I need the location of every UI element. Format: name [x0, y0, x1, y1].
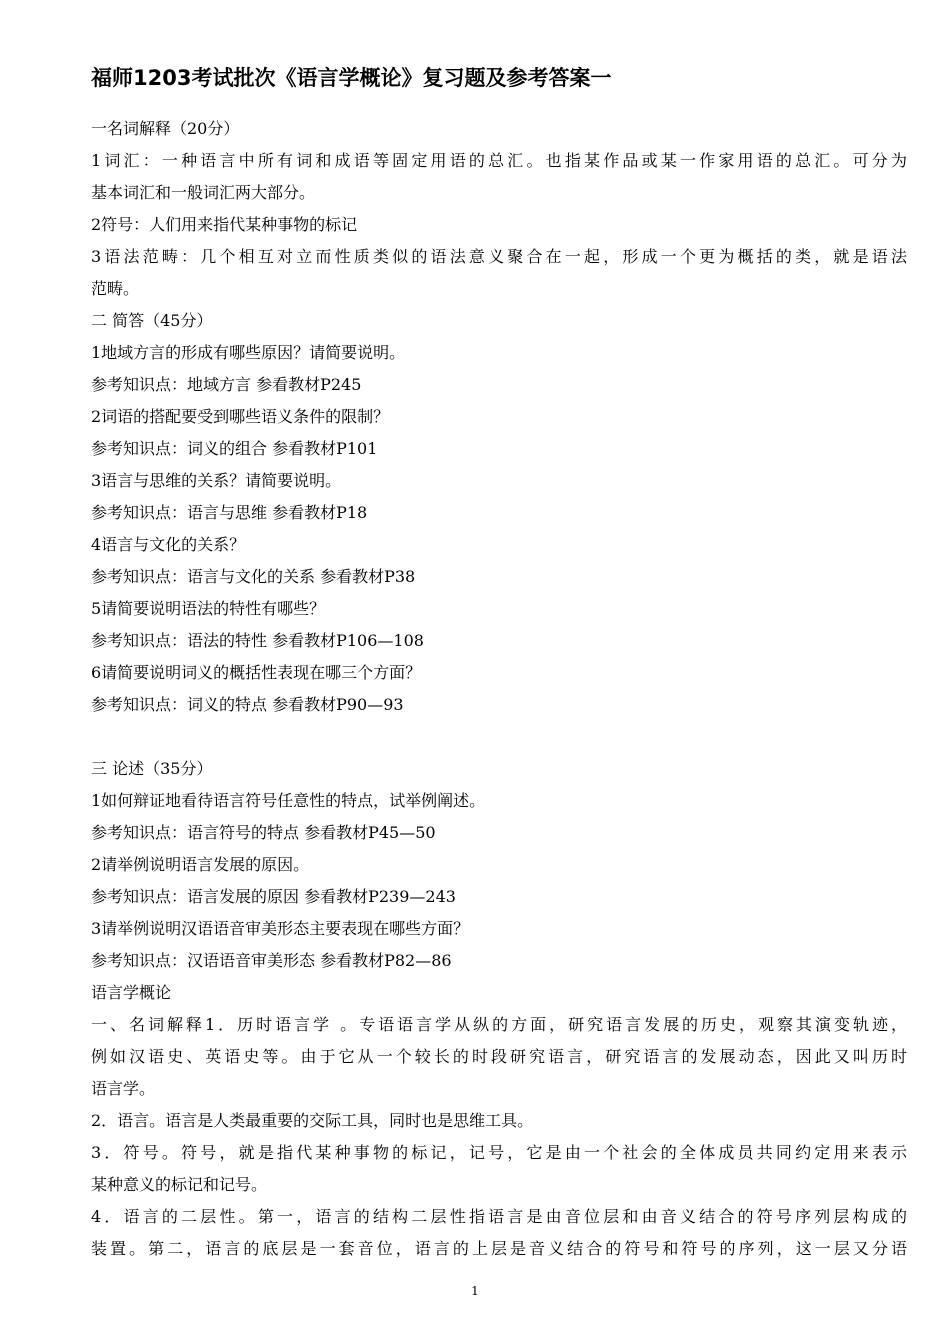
text-line: 一名词解释（20分） [91, 119, 240, 138]
text-line: 参考知识点：语言符号的特点 参看教材P45—50 [91, 823, 436, 842]
text-line: 4．语言的二层性。第一，语言的结构二层性指语言是由音位层和由音义结合的符号序列层构成的 [91, 1207, 907, 1226]
document-title: 福师1203考试批次《语言学概论》复习题及参考答案一 [91, 66, 612, 90]
document-body [91, 113, 907, 1265]
text-line: 二 简答（45分） [91, 311, 213, 330]
text-line: 参考知识点：词义的组合 参看教材P101 [91, 439, 378, 458]
text-line: 2．语言。语言是人类最重要的交际工具，同时也是思维工具。 [91, 1111, 534, 1130]
text-line: 某种意义的标记和记号。 [91, 1175, 268, 1194]
page-number: 1 [471, 1284, 479, 1298]
text-line: 参考知识点：地域方言 参看教材P245 [91, 375, 362, 394]
text-line: 1地域方言的形成有哪些原因？请简要说明。 [91, 343, 406, 362]
text-line: 5请简要说明语法的特性有哪些？ [91, 599, 326, 618]
text-line: 参考知识点：语言发展的原因 参看教材P239—243 [91, 887, 456, 906]
text-line: 1词汇：一种语言中所有词和成语等固定用语的总汇。也指某作品或某一作家用语的总汇。可分为 [91, 151, 907, 170]
text-line: 三 论述（35分） [91, 759, 213, 778]
text-line: 例如汉语史、英语史等。由于它从一个较长的时段研究语言，研究语言的发展动态，因此又叫历时 [91, 1047, 907, 1066]
blank-line [91, 721, 907, 753]
text-line: 4语言与文化的关系？ [91, 535, 246, 554]
text-line: 2请举例说明语言发展的原因。 [91, 855, 310, 874]
text-line: 参考知识点：语言与思维 参看教材P18 [91, 503, 368, 522]
text-line: 参考知识点：语言与文化的关系 参看教材P38 [91, 567, 416, 586]
text-line: 一、名词解释1．历时语言学 。专语语言学从纵的方面，研究语言发展的历史，观察其演变轨迹， [91, 1015, 907, 1034]
text-line: 3语法范畴：几个相互对立而性质类似的语法意义聚合在一起，形成一个更为概括的类，就是语法 [91, 247, 907, 266]
text-line: 基本词汇和一般词汇两大部分。 [91, 183, 316, 202]
text-line: 2符号：人们用来指代某种事物的标记 [91, 215, 358, 234]
text-line: 范畴。 [91, 279, 140, 298]
text-line: 装置。第二，语言的底层是一套音位，语言的上层是音义结合的符号和符号的序列，这一层又分语 [91, 1239, 907, 1258]
text-line: 语言学概论 [91, 983, 172, 1002]
text-line: 1如何辩证地看待语言符号任意性的特点，试举例阐述。 [91, 791, 486, 810]
text-line: 3请举例说明汉语语音审美形态主要表现在哪些方面？ [91, 919, 470, 938]
text-line: 语言学。 [91, 1079, 156, 1098]
text-line: 参考知识点：词义的特点 参看教材P90—93 [91, 695, 404, 714]
text-line: 6请简要说明词义的概括性表现在哪三个方面？ [91, 663, 422, 682]
text-line: 参考知识点：汉语语音审美形态 参看教材P82—86 [91, 951, 452, 970]
text-line: 3语言与思维的关系？请简要说明。 [91, 471, 342, 490]
text-line: 2词语的搭配要受到哪些语义条件的限制？ [91, 407, 390, 426]
text-line: 3．符号。符号，就是指代某种事物的标记，记号，它是由一个社会的全体成员共同约定用来表示 [91, 1143, 907, 1162]
text-line: 参考知识点：语法的特性 参看教材P106—108 [91, 631, 424, 650]
